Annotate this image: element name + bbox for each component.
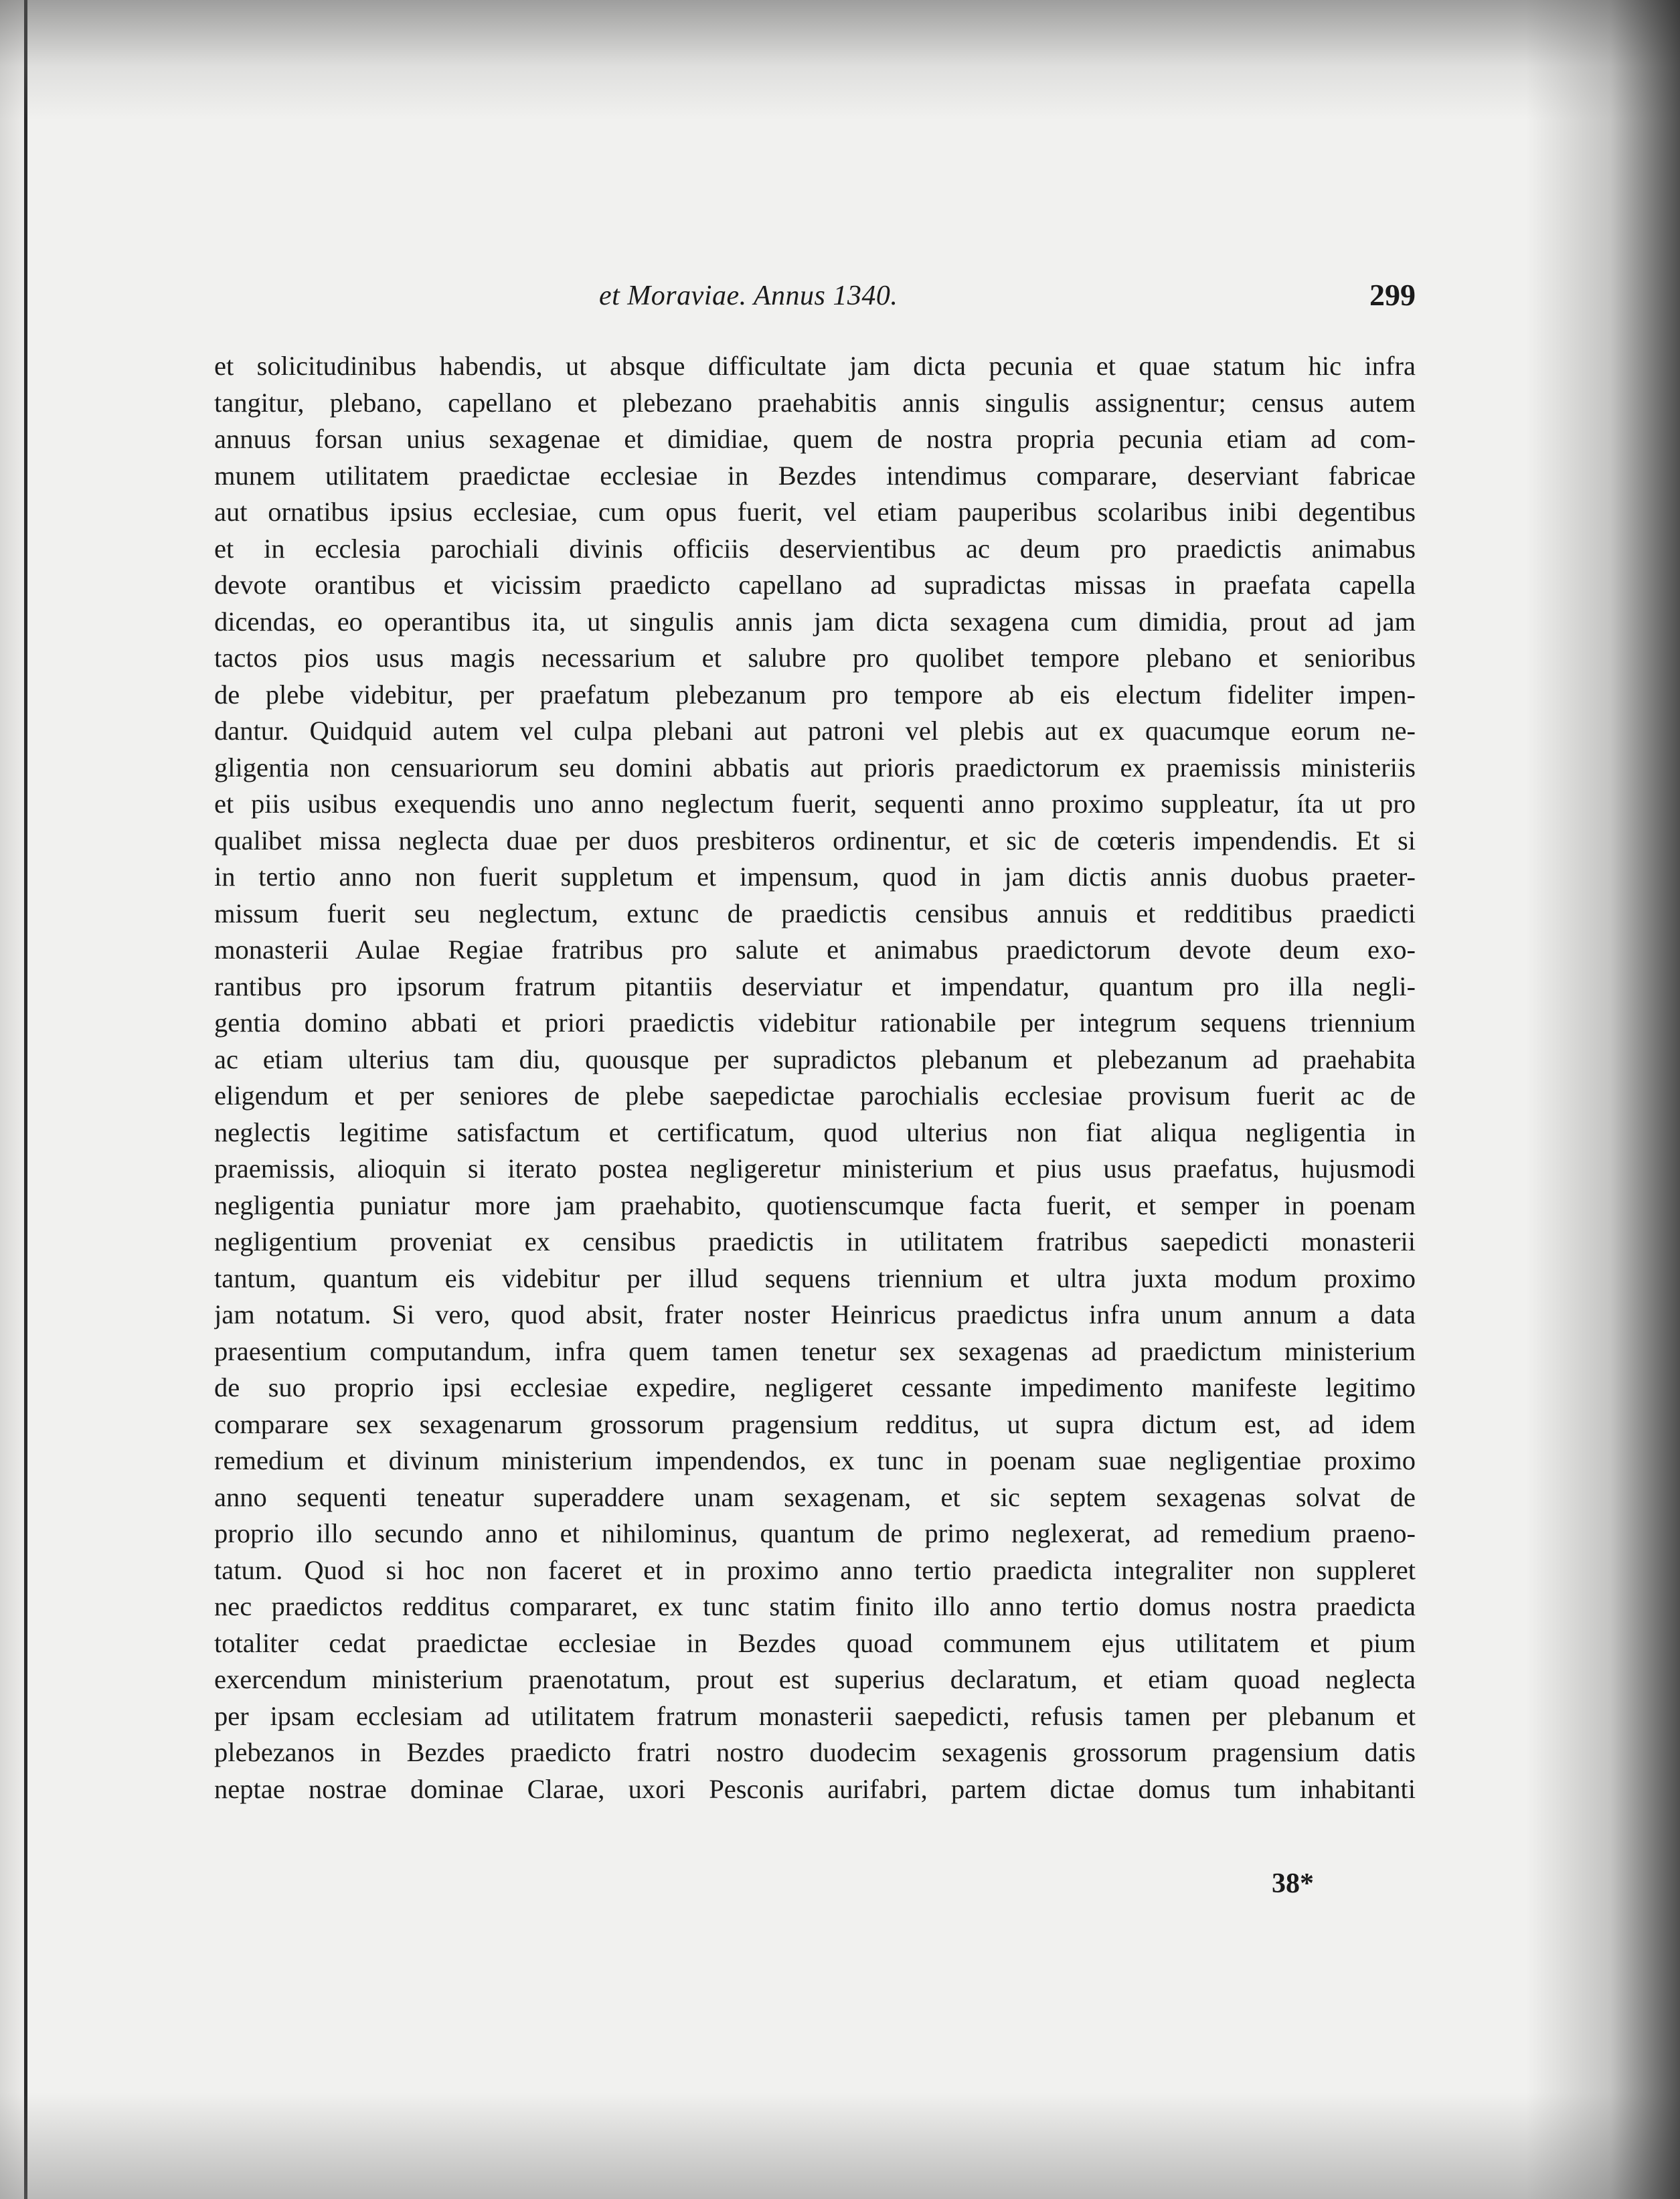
text-line: et piis usibus exequendis uno anno neglectum fuerit, sequenti anno proximo suppleatur, íta ut pro	[214, 789, 1416, 819]
text-line: anno sequenti teneatur superaddere unam sexagenam, et sic septem sexagenas solvat de	[214, 1481, 1416, 1512]
body-text	[214, 348, 1416, 1807]
text-line: praemissis, alioquin si iterato postea negligeretur ministerium et pius usus praefatus, hujusmodi	[214, 1153, 1416, 1184]
text-line: nec praedictos redditus compararet, ex tunc statim finito illo anno tertio domus nostra praedicta	[214, 1591, 1416, 1621]
text-line: praesentium computandum, infra quem tamen tenetur sex sexagenas ad praedictum ministerium	[214, 1335, 1416, 1366]
text-line: annuus forsan unius sexagenae et dimidiae, quem de nostra propria pecunia etiam ad com-	[214, 424, 1416, 454]
text-line: de plebe videbitur, per praefatum plebezanum pro tempore ab eis electum fideliter impen-	[214, 679, 1416, 710]
text-line: jam notatum. Si vero, quod absit, frater noster Heinricus praedictus infra unum annum a data	[214, 1299, 1416, 1329]
text-line: tactos pios usus magis necessarium et salubre pro quolibet tempore plebano et senioribus	[214, 643, 1416, 673]
text-line: monasterii Aulae Regiae fratribus pro salute et animabus praedictorum devote deum exo-	[214, 934, 1416, 965]
text-line: dicendas, eo operantibus ita, ut singulis annis jam dicta sexagena cum dimidia, prout ad jam	[214, 606, 1416, 637]
text-line: negligentium proveniat ex censibus praedictis in utilitatem fratribus saepedicti monasterii	[214, 1226, 1416, 1256]
text-line: et in ecclesia parochiali divinis officiis deservientibus ac deum pro praedictis animabus	[214, 533, 1416, 564]
text-line: tantum, quantum eis videbitur per illud sequens triennium et ultra juxta modum proximo	[214, 1263, 1416, 1293]
text-line: aut ornatibus ipsius ecclesiae, cum opus fuerit, vel etiam pauperibus scolaribus inibi degentibus	[214, 497, 1416, 527]
page-number: 299	[1369, 278, 1416, 312]
text-line: rantibus pro ipsorum fratrum pitantiis deserviatur et impendatur, quantum pro illa negli-	[214, 971, 1416, 1001]
text-line: exercendum ministerium praenotatum, prout est superius declaratum, et etiam quoad neglecta	[214, 1664, 1416, 1694]
text-line: devote orantibus et vicissim praedicto capellano ad supradictas missas in praefata capella	[214, 570, 1416, 600]
scan-top-shadow	[0, 0, 1680, 120]
scan-left-margin	[0, 0, 24, 2199]
text-line: tangitur, plebano, capellano et plebezano praehabitis annis singulis assignentur; census autem	[214, 387, 1416, 418]
text-line: et solicitudinibus habendis, ut absque difficultate jam dicta pecunia et quae statum hic infra	[214, 351, 1416, 381]
text-line: de suo proprio ipsi ecclesiae expedire, negligeret cessante impedimento manifeste legitimo	[214, 1372, 1416, 1402]
text-line: munem utilitatem praedictae ecclesiae in Bezdes intendimus comparare, deserviant fabricae	[214, 460, 1416, 491]
running-head	[214, 280, 1416, 320]
text-line: missum fuerit seu neglectum, extunc de praedictis censibus annuis et redditibus praedicti	[214, 898, 1416, 928]
scan-bottom-shadow	[0, 2092, 1680, 2199]
text-line: ac etiam ulterius tam diu, quousque per supradictos plebanum et plebezanum ad praehabita	[214, 1044, 1416, 1074]
text-line: remedium et divinum ministerium impendendos, ex tunc in poenam suae negligentiae proximo	[214, 1445, 1416, 1475]
text-line: totaliter cedat praedictae ecclesiae in Bezdes quoad communem ejus utilitatem et pium	[214, 1627, 1416, 1658]
text-line: plebezanos in Bezdes praedicto fratri nostro duodecim sexagenis grossorum pragensium datis	[214, 1737, 1416, 1767]
running-title: et Moraviae. Annus 1340.	[599, 280, 898, 311]
scan-right-shadow	[1526, 0, 1680, 2199]
text-line: gligentia non censuariorum seu domini abbatis aut prioris praedictorum ex praemissis ministeriis	[214, 752, 1416, 783]
text-line: tatum. Quod si hoc non faceret et in proximo anno tertio praedicta integraliter non suppleret	[214, 1554, 1416, 1585]
scan-left-edge-line	[24, 0, 27, 2199]
text-line: dantur. Quidquid autem vel culpa plebani aut patroni vel plebis aut ex quacumque eorum ne-	[214, 716, 1416, 746]
text-line: gentia domino abbati et priori praedictis videbitur rationabile per integrum sequens triennium	[214, 1007, 1416, 1038]
text-line: negligentia puniatur more jam praehabito, quotienscumque facta fuerit, et semper in poenam	[214, 1190, 1416, 1220]
signature-mark: 38*	[1272, 1868, 1314, 1899]
text-line: qualibet missa neglecta duae per duos presbiteros ordinentur, et sic de cœteris impendendis. Et si	[214, 825, 1416, 856]
text-line: comparare sex sexagenarum grossorum pragensium redditus, ut supra dictum est, ad idem	[214, 1408, 1416, 1439]
text-line: per ipsam ecclesiam ad utilitatem fratrum monasterii saepedicti, refusis tamen per plebanum et	[214, 1700, 1416, 1731]
text-line: eligendum et per seniores de plebe saepedictae parochialis ecclesiae provisum fuerit ac de	[214, 1080, 1416, 1111]
text-line: proprio illo secundo anno et nihilominus, quantum de primo neglexerat, ad remedium praeno-	[214, 1518, 1416, 1548]
text-line: neptae nostrae dominae Clarae, uxori Pesconis aurifabri, partem dictae domus tum inhabitanti	[214, 1773, 1416, 1804]
text-line: in tertio anno non fuerit suppletum et impensum, quod in jam dictis annis duobus praeter-	[214, 862, 1416, 892]
text-line: neglectis legitime satisfactum et certificatum, quod ulterius non fiat aliqua negligentia in	[214, 1117, 1416, 1147]
